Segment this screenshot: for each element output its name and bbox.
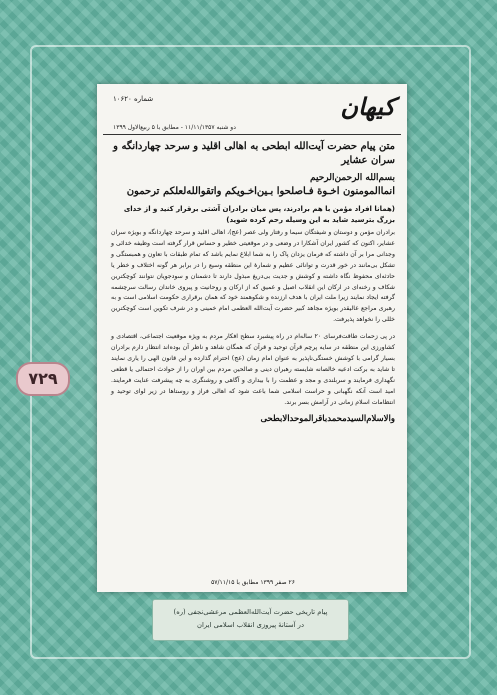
dateline: دو شنبه ۱۱/۱۱/۱۳۵۷ - مطابق با ۵ ربیع‌الاول ۱۳۹۹ bbox=[113, 124, 236, 131]
newspaper-clipping bbox=[97, 84, 407, 592]
signature: والاسلام‌السید‌محمد‌باقرالموحد‌الابطحی bbox=[260, 413, 395, 424]
article-body bbox=[111, 140, 395, 425]
paragraph-2: در پی زحمات طاقت‌فرسای ۲۰ ساله‌ام در راه پیشبرد سطح افکار مردم به ویژه موقعیت اجتماعی، اقتصادی و کشاورزی این منطقه در سایه پرچم قرآن توحید و قرآن که همگان شاهد و ناظر آن بوده‌اند انتظار دارم برادران بسیار گرامی با کوشش خستگی‌ناپذیر به عنوان امام زمان (عج) احترام گذارده و این قانون الهی را یاری نمایند تا شاید به برکت ادعیه خالصانه شایسته رهبران دینی و صالحین مردم بین اوران را از حوادث احتمالی یا قطعی نگهداری فرمایند و سربلندی و مجد و عظمت را با بیداری و آگاهی و روشنگری به چه پیشرفت عنایت فرمایند. امید است آنکه نگهبانی و حراست اسلامی شما باعث شود که اهالی فراز و روستاها در زیر لوای توحید و انتظامات اسلام زمانی در آرامش بسر برند. bbox=[111, 333, 396, 406]
caption-line-2: در آستانهٔ پیروزی انقلاب اسلامی ایران bbox=[197, 621, 304, 629]
verse-translation: (همانا افراد مؤمن با هم برادرند، پس میان برادران آشتی برقرار کنید و از خدای بزرگ بترسید شاید به این وسیله رحم کرده شوید) bbox=[123, 205, 395, 224]
page-number-badge: ۷۲۹ bbox=[16, 362, 70, 396]
caption-box bbox=[152, 599, 349, 641]
quran-verse: انما‌المومنون اخـوة فـاصلحوا بـين‌اخـويكم واتقوالله‌لعلكم ترحمون bbox=[126, 186, 395, 197]
article-footer-date: ۲۶ صفر ۱۳۹۹ مطابق با ۵۷/۱۱/۱۵ bbox=[211, 579, 295, 586]
issue-number: شماره ۱۰۶۲۰ bbox=[113, 95, 154, 103]
article-headline: متن پیام حضرت آیت‌الله ابطحی به اهالی اقلید و سرحد چهاردانگه و سران عشایر bbox=[113, 141, 395, 166]
newspaper-masthead bbox=[103, 90, 401, 135]
basmala: بسم‌الله الرحمن‌الرحیم bbox=[309, 173, 395, 183]
paragraph-1: برادران مؤمن و دوستان و شیفتگان سیما و رفتار ولی عصر (عج)، اهالی اقلید و سرحد چهاردانگه و بویژه سران عشایر، اکنون که کشور ایران آشکارا در وضعی و در موقعیتی خطیر و حساس قرار گرفته است وظیفه خدائی و وجدانی مرا بر آن داشته که فرمان یزدان پاک را به شما ابلاغ نمایم باشد که تمام طبقات با تعاون و همبستگی و تشکل بی‌مانند در خور قدرت و توانائی عظیم و شمارهٔ این منطقه وسیع را در برابر هر گونه اختلاف و خطر یا حادثه‌ای محفوظ نگاه داشته و کوشش و جدیت بی‌دریغ مبذول دارند تا دشمنان و سودجویان نتوانند کوچکترین شکاف و رخنه‌ای در ارکان این انقلاب اصیل و عمیق که از ارکان و روحانیت و پیروی خاندان رسالت سرچشمه گرفته ایجاد نمایند زیرا ملت ایران با هدف ارزنده و شکوهمند خود که همان برقراری حکومت اسلامی است و به رهبری مراجع عالیقدر بویژه مجاهد کبیر حضرت آیت‌الله العظمی امام خمینی و در شرف تکوین است کوچکترین خللی را نخواهد پذیرفت. bbox=[111, 229, 395, 324]
caption-line-1: پیام تاریخی حضرت آیت‌الله‌العظمی مرعشی‌نجفی (ره) bbox=[173, 608, 328, 616]
newspaper-logo: کیهان bbox=[340, 92, 395, 121]
